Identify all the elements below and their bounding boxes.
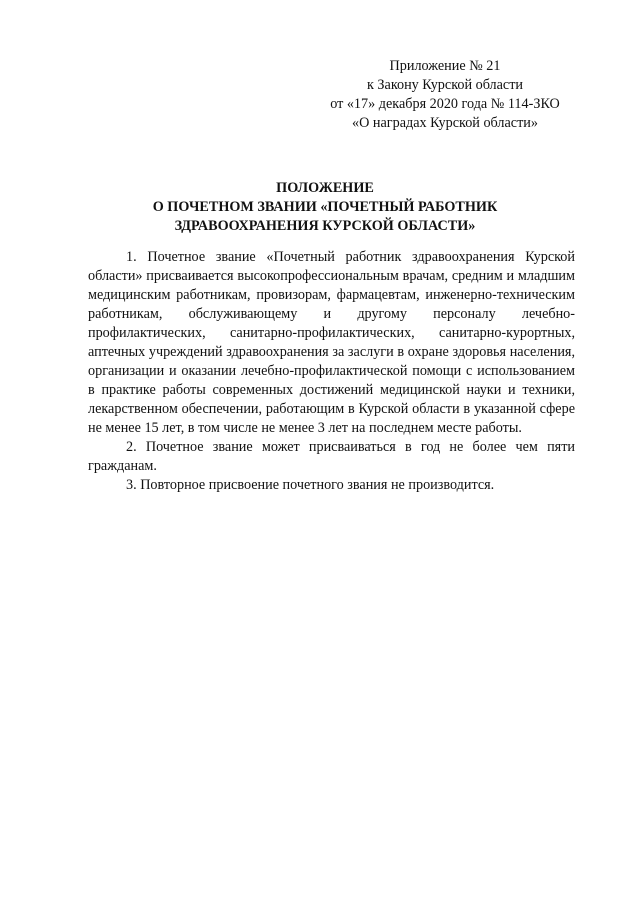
title-line-1: ПОЛОЖЕНИЕ xyxy=(276,180,374,196)
paragraph-3: 3. Повторное присвоение почетного звания не производится. xyxy=(126,477,495,493)
title-line-3: ЗДРАВООХРАНЕНИЯ КУРСКОЙ ОБЛАСТИ» xyxy=(174,218,476,234)
appendix-law-date: от «17» декабря 2020 года № 114-ЗКО xyxy=(330,96,560,112)
paragraph-1: 1. Почетное звание «Почетный работник здравоохранения Курской области» присваивается высокопрофессиональным врачам, средним и младшим медицинским работникам, провизорам, фармацевтам, инженерно-техническим работникам, обслуживающему и другому персоналу лечебно-профилактических, санитарно-профилактических, санитарно-курортных, аптечных учреждений здравоохранения за заслуги в охране здоровья населения, организации и оказании лечебно-профилактической помощи с использованием в практике работы современных достижений медицинской науки и техники, лекарственном обеспечении, работающим в Курской области в указанной сфере не менее 15 лет, в том числе не менее 3 лет на последнем месте работы. xyxy=(88,249,575,436)
appendix-number: Приложение № 21 xyxy=(389,58,501,74)
appendix-law-title: «О наградах Курской области» xyxy=(352,115,538,131)
document-body xyxy=(88,248,575,495)
appendix-header xyxy=(300,57,590,133)
document-title xyxy=(60,179,590,236)
appendix-law-reference: к Закону Курской области xyxy=(366,77,524,93)
paragraph-2: 2. Почетное звание может присваиваться в год не более чем пяти гражданам. xyxy=(88,439,575,474)
title-line-2: О ПОЧЕТНОМ ЗВАНИИ «ПОЧЕТНЫЙ РАБОТНИК xyxy=(152,199,498,215)
